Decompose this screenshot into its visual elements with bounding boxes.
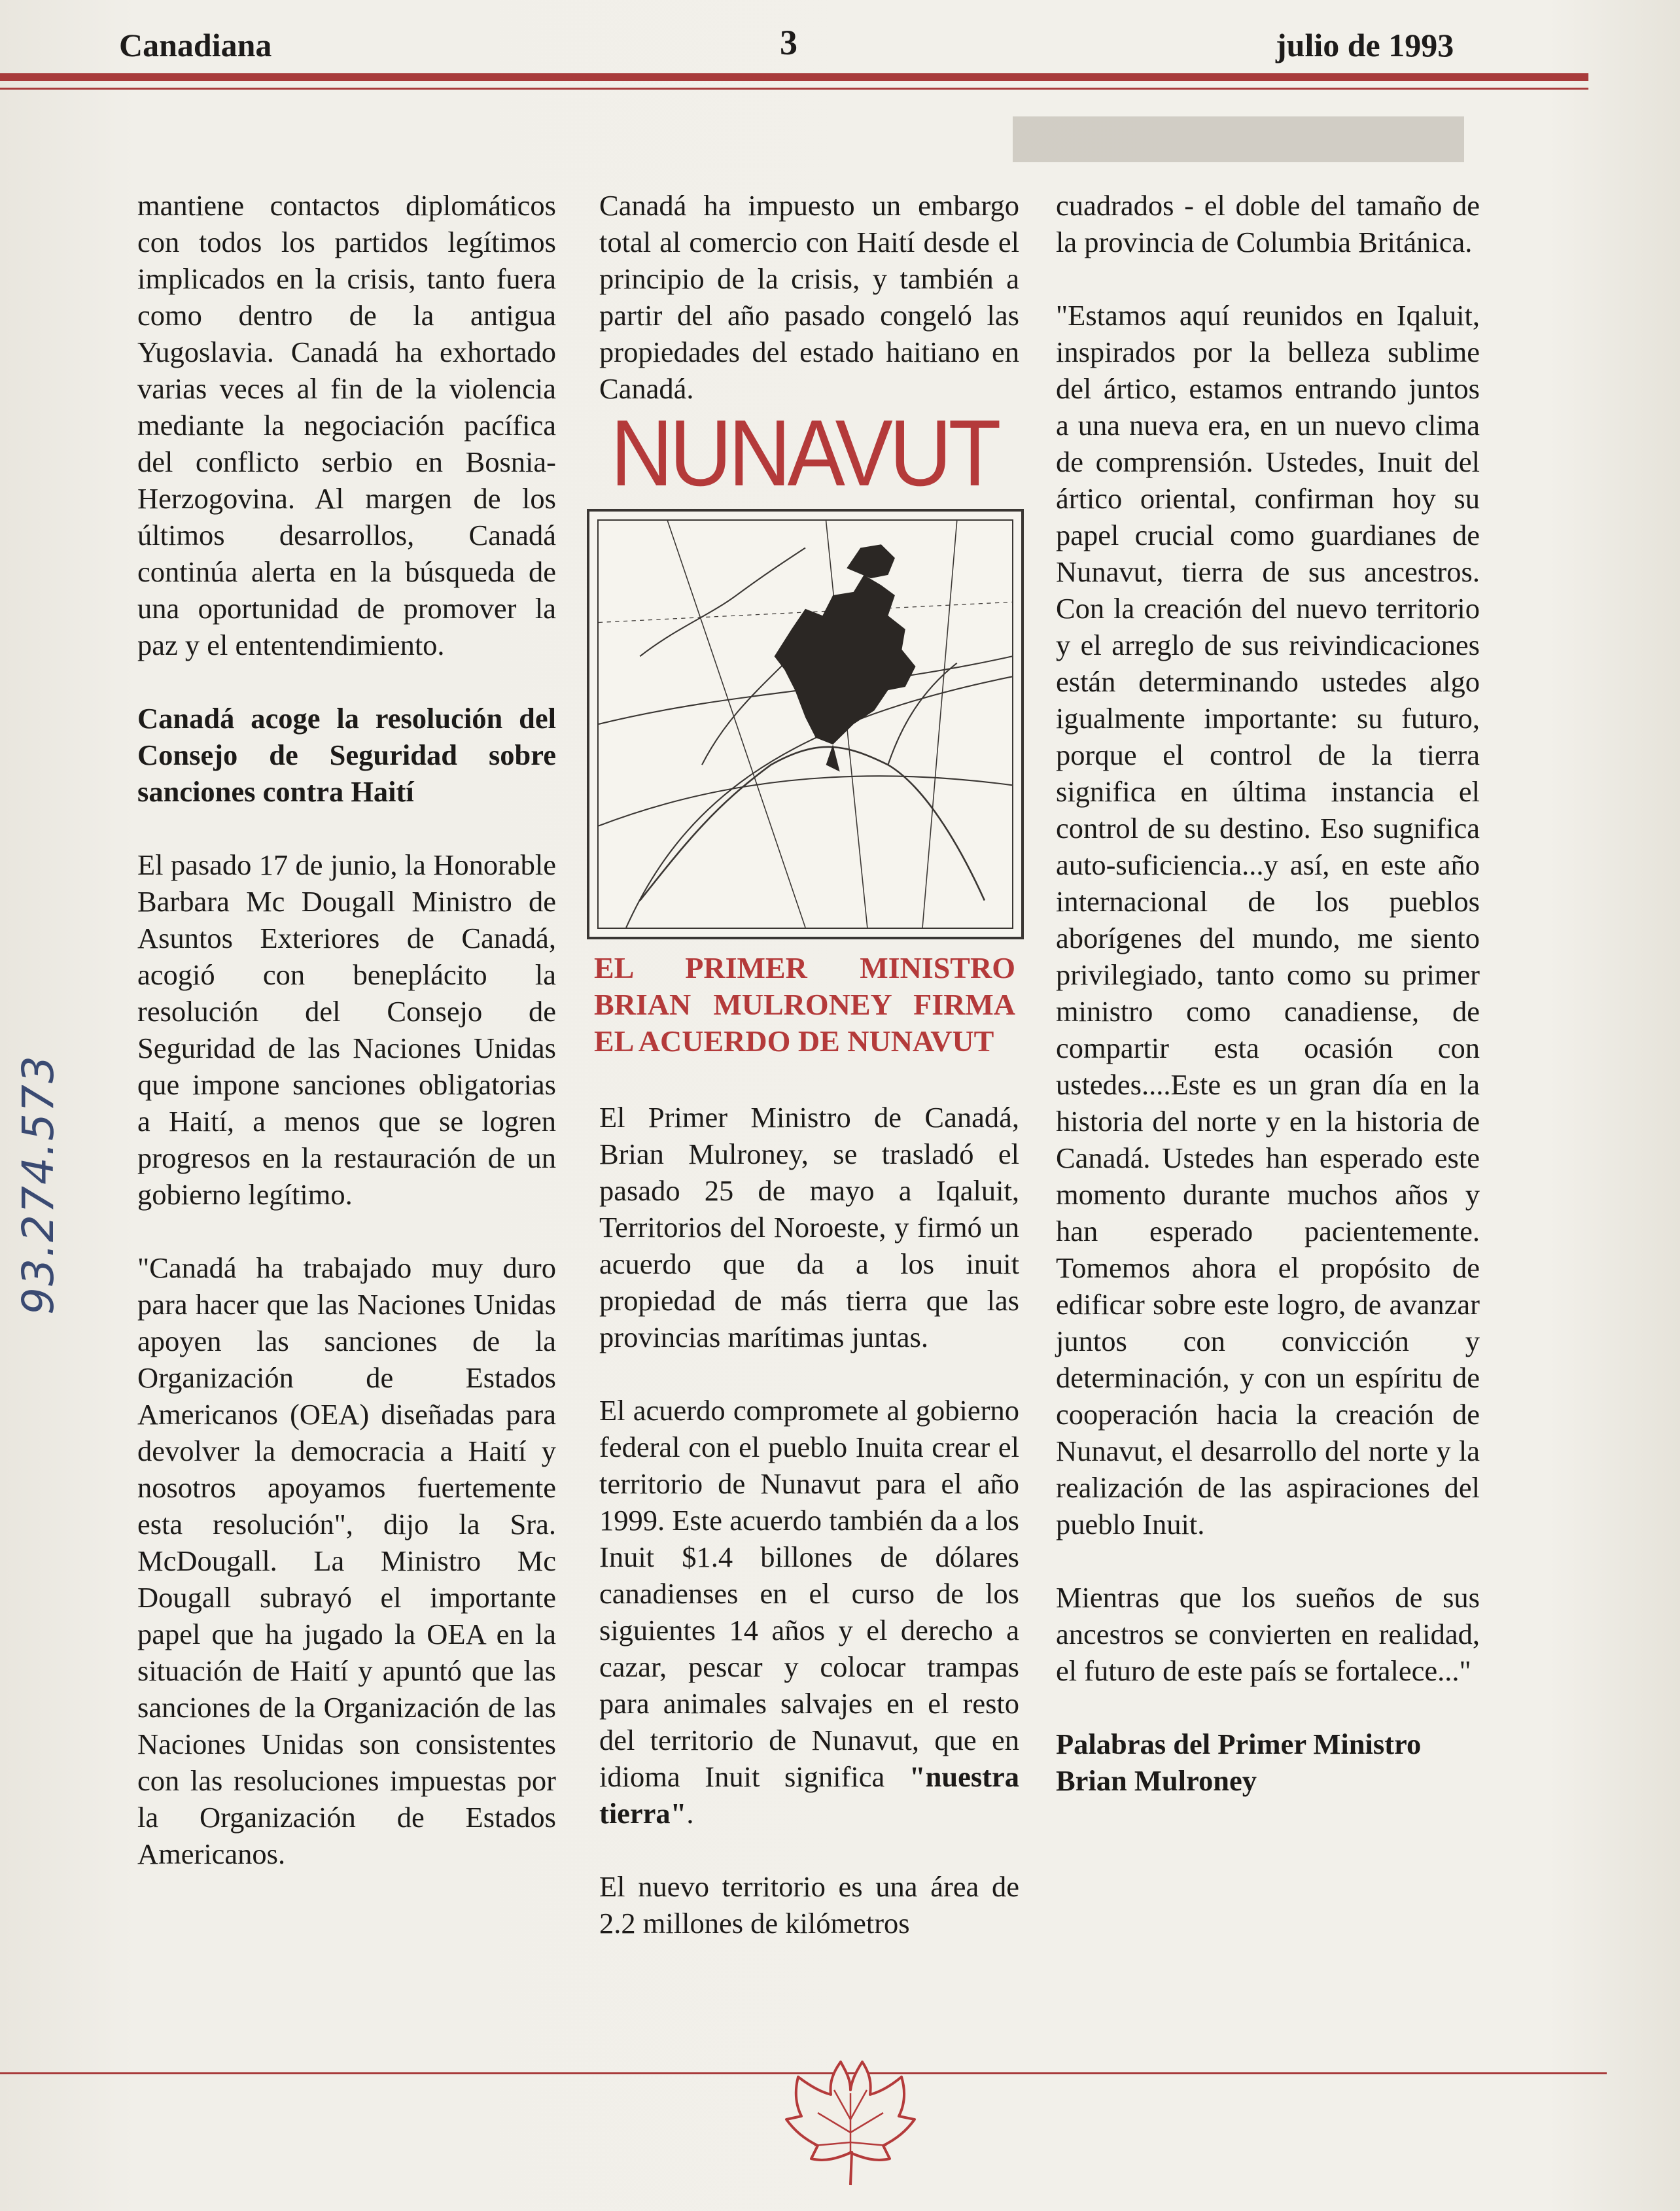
publication-name: Canadiana [119,27,272,63]
map-drawing [599,521,1012,928]
column-3 [1056,187,1480,1799]
col3-quote: "Estamos aquí reunidos en Iqaluit, inspirados por la belleza sublime del ártico, estamos entrando juntos a una nueva era, en un nuevo clima de comprensión. Ustedes, Inuit del ártico oriental, confirman hoy su papel crucial como guardianes de Nunavut, tierra de sus ancestros. Con la creación del nuevo territorio y el arreglo de sus reivindicaciones están determinando ustedes algo igualmente importante: su futuro, porque el control de la tierra significa en última instancia el control de su destino. Eso sugnifica auto-suficiencia...y así, en este año internacional de los pueblos aborígenes del mundo, me siento privilegiado, tanto como su primer ministro como canadiense, de compartir esta ocasión con ustedes....Este es un gran día en la historia del norte y en la historia de Canadá. Ustedes han esperado este momento durante muchos años y han esperado pacientemente. Tomemos ahora el propósito de edificar sobre este logro, de avanzar juntos con convicción y determinación, y con un espíritu de cooperación hacia la creación de Nunavut, el desarrollo del norte y la realización de las aspiraciones del pueblo Inuit. [1056,299,1480,1541]
col2-paragraph-3 [599,1392,1019,1832]
issue-date: julio de 1993 [1276,27,1454,63]
col3-quote-end: Mientras que los sueños de sus ancestros se convierten en realidad, el futuro de este país se fortalece..." [1056,1581,1480,1687]
header-rule-thin [0,88,1588,90]
handwritten-margin-note: 93.274.573 [13,1054,63,1315]
col1-paragraph-1: mantiene contactos diplomáticos con todos los partidos legítimos implicados en la crisis, tanto fuera como dentro de la antigua Yugoslavia. Canadá ha exhortado varias veces al fin de la violencia mediante la negociación pacífica del conflicto serbio en Bosnia-Herzogovina. Al margen de los últimos desarrollos, Canadá continúa alerta en la búsqueda de una oportunidad de promover la paz y el ententendimiento. [137,189,556,661]
nunavut-graphic-title: NUNAVUT [610,400,998,506]
nuestra-tierra-emphasis: "nuestra tierra" [599,1760,1019,1830]
column-2-bottom [599,1099,1019,1941]
maple-leaf-icon [779,2054,922,2191]
col2-paragraph-3-end: . [686,1797,694,1830]
page-number: 3 [780,23,797,62]
col2-paragraph-2: El Primer Ministro de Canadá, Brian Mulroney, se trasladó el pasado 25 de mayo a Iqaluit, Territorios del Noroeste, y firmó un acuerdo que da a los inuit propiedad de más tierra que las provincias marítimas juntas. [599,1101,1019,1353]
col2-paragraph-4: El nuevo territorio es una área de 2.2 millones de kilómetros [599,1870,1019,1940]
col3-paragraph-1: cuadrados - el doble del tamaño de la provincia de Columbia Británica. [1056,189,1480,258]
quote-attribution: Palabras del Primer Ministro Brian Mulroney [1056,1728,1422,1797]
col2-paragraph-3-text: El acuerdo compromete al gobierno federal con el pueblo Inuita crear el territorio de Nunavut para el año 1999. Este acuerdo también da a los Inuit $1.4 billones de dólares canadienses en el curso de los siguientes 14 años y el derecho a cazar, pescar y colocar trampas para animales salvajes en el resto del territorio de Nunavut, que en idioma Inuit significa [599,1394,1019,1793]
canada-map-icon [587,509,1024,939]
col1-paragraph-3: "Canadá ha trabajado muy duro para hacer que las Naciones Unidas apoyen las sanciones de la Organización de Estados Americanos (OEA) diseñadas para devolver la democracia a Haití y nosotros apoyamos fuertemente esta resolución", dijo la Sra. McDougall. La Ministro Mc Dougall subrayó el importante papel que ha jugado la OEA en la situación de Haití y apuntó que las sanciones de la Organización de las Naciones Unidas son consistentes con las resoluciones impuestas por la Organización de Estados Americanos. [137,1251,556,1870]
column-2-top [599,187,1019,407]
graphic-caption: EL PRIMER MINISTRO BRIAN MULRONEY FIRMA EL ACUERDO DE NUNAVUT [594,951,1015,1058]
bleed-through-shadow [1013,116,1464,162]
article-subheading: Canadá acoge la resolución del Consejo de Seguridad sobre sanciones contra Haití [137,702,556,808]
column-1 [137,187,556,1872]
col1-paragraph-2: El pasado 17 de junio, la Honorable Barbara Mc Dougall Ministro de Asuntos Exteriores de Canadá, acogió con beneplácito la resolución del Consejo de Seguridad de las Naciones Unidas que impone sanciones obligatorias a Haití, a menos que se logren progresos en la restauración de un gobierno legítimo. [137,848,556,1211]
col2-paragraph-1: Canadá ha impuesto un embargo total al comercio con Haití desde el principio de la crisis, y también a partir del año pasado congeló las propiedades del estado haitiano en Canadá. [599,189,1019,405]
header-rule [0,73,1588,81]
